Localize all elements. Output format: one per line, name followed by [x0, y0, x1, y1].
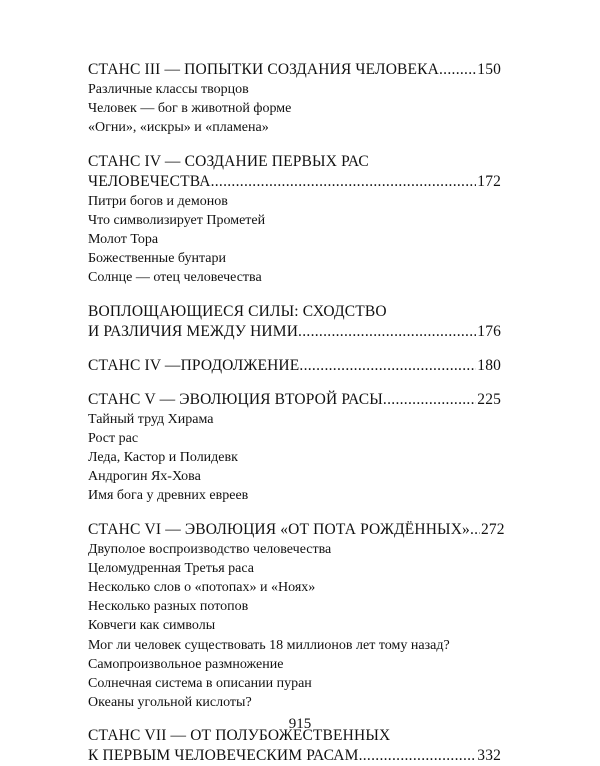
- toc-section: [88, 302, 501, 342]
- toc-subitem: Имя бога у древних евреев: [88, 488, 249, 504]
- dot-leader: [298, 322, 476, 342]
- toc-subitems: [88, 410, 501, 506]
- toc-page-number: 176: [477, 322, 501, 340]
- toc-section: [88, 356, 501, 376]
- toc-subitem: Ковчеги как символы: [88, 618, 216, 634]
- toc-heading-text: СТАНС III — ПОПЫТКИ СОЗДАНИЯ ЧЕЛОВЕКА: [88, 61, 439, 78]
- toc-heading: [88, 172, 501, 192]
- toc-section: [88, 152, 501, 288]
- toc-heading-text: СТАНС V — ЭВОЛЮЦИЯ ВТОРОЙ РАСЫ: [88, 390, 383, 408]
- toc-subitem: Самопроизвольное размножение: [88, 656, 284, 672]
- table-of-contents: [88, 60, 505, 766]
- toc-subitem: Рост рас: [88, 430, 139, 446]
- toc-subitem: Солнечная система в описании пуран: [88, 676, 312, 692]
- toc-subitem: Тайный труд Хирама: [88, 411, 214, 427]
- toc-heading: [88, 390, 501, 410]
- page-number: 915: [288, 716, 312, 732]
- toc-section: [88, 520, 505, 713]
- toc-page-number: 272: [480, 520, 505, 538]
- dot-leader: [211, 172, 477, 192]
- toc-subitem: Различные классы творцов: [88, 82, 249, 97]
- toc-subitem: Целомудренная Третья раса: [88, 560, 254, 576]
- toc-subitem: Двуполое воспроизводство человечества: [88, 541, 332, 557]
- toc-page-number: 180: [477, 356, 501, 374]
- toc-subitems: [88, 80, 501, 138]
- dot-leader: [359, 746, 477, 766]
- toc-heading-text: СТАНС VII — ОТ ПОЛУБОЖЕСТВЕННЫХ: [88, 727, 391, 745]
- toc-section: [88, 60, 501, 138]
- toc-heading-text: СТАНС IV —ПРОДОЛЖЕНИЕ: [88, 356, 300, 374]
- toc-subitem: Мог ли человек существовать 18 миллионов лет тому назад?: [88, 637, 450, 653]
- toc-subitem: Божественные бунтари: [88, 251, 226, 267]
- toc-subitem: Что символизирует Прометей: [88, 212, 266, 228]
- toc-heading: [88, 60, 501, 80]
- toc-heading: [88, 322, 501, 342]
- toc-heading: [88, 356, 501, 376]
- toc-subitem: Несколько слов о «потопах» и «Ноях»: [88, 580, 316, 596]
- toc-heading: [88, 520, 505, 540]
- toc-page-number: 332: [477, 747, 501, 765]
- toc-heading-text: СТАНС IV — СОЗДАНИЕ ПЕРВЫХ РАС: [88, 152, 369, 170]
- toc-subitem: Солнце — отец человечества: [88, 270, 262, 286]
- toc-subitem: Человек — бог в животной форме: [88, 101, 292, 117]
- toc-subitem: Питри богов и демонов: [88, 193, 228, 209]
- toc-subitem: Андрогин Ях-Хова: [88, 469, 201, 485]
- toc-subitem: Несколько разных потопов: [88, 599, 249, 615]
- dot-leader: [383, 390, 476, 410]
- toc-heading-text: ВОПЛОЩАЮЩИЕСЯ СИЛЫ: СХОДСТВО: [88, 302, 387, 320]
- toc-page-number: 225: [477, 390, 501, 408]
- toc-heading-text: К ПЕРВЫМ ЧЕЛОВЕЧЕСКИМ РАСАМ: [88, 747, 359, 765]
- toc-heading-text: СТАНС VI — ЭВОЛЮЦИЯ «ОТ ПОТА РОЖДЁННЫХ»: [88, 520, 470, 538]
- toc-heading-text: ЧЕЛОВЕЧЕСТВА: [88, 172, 211, 190]
- toc-subitem: Леда, Кастор и Полидевк: [88, 450, 238, 466]
- dot-leader: [470, 520, 480, 540]
- toc-subitem: Молот Тора: [88, 232, 159, 248]
- toc-subitems: [88, 540, 501, 713]
- toc-section: [88, 390, 501, 506]
- toc-subitem: «Огни», «искры» и «пламена»: [88, 120, 269, 136]
- toc-heading-text: И РАЗЛИЧИЯ МЕЖДУ НИМИ: [88, 322, 299, 340]
- toc-page-number: 172: [477, 172, 501, 190]
- toc-subitems: [88, 192, 501, 288]
- toc-subitem: Океаны угольной кислоты?: [88, 695, 252, 711]
- toc-page-number: 150: [477, 61, 501, 78]
- toc-heading: [88, 302, 501, 322]
- dot-leader: [299, 356, 476, 376]
- toc-heading: [88, 152, 501, 172]
- toc-heading: [88, 746, 501, 766]
- dot-leader: [439, 60, 476, 80]
